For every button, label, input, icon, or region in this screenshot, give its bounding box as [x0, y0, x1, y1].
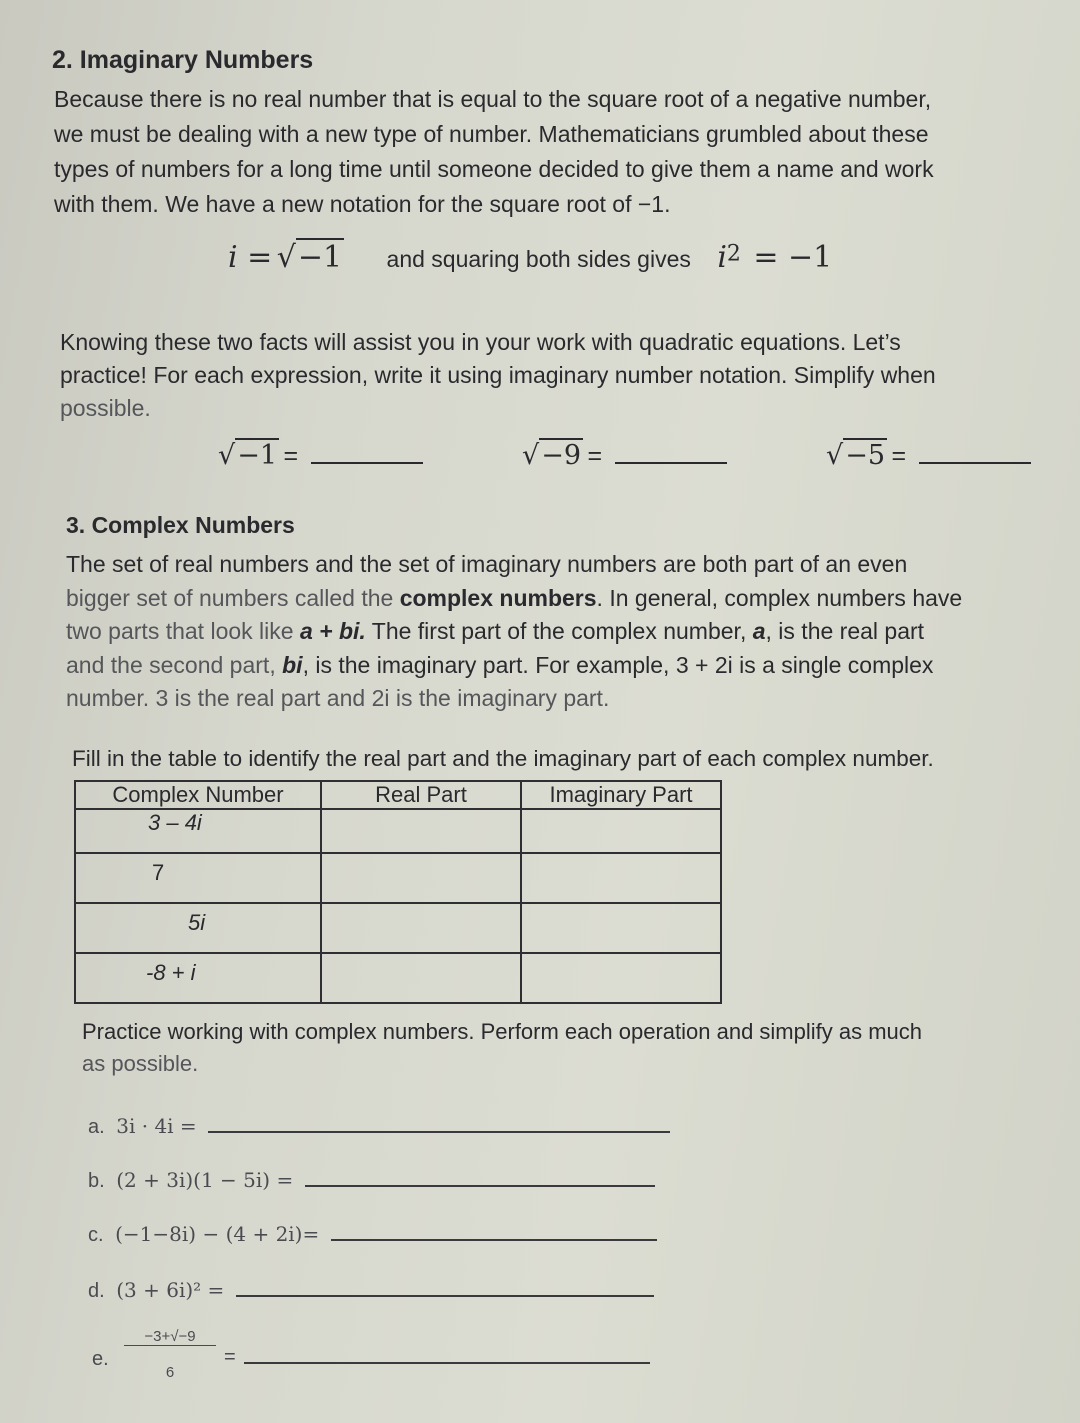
paragraph-line: Because there is no real number that is equal to the square root of a negative number,: [54, 86, 932, 112]
section-3-paragraph: [66, 548, 962, 716]
paragraph-line: The set of real numbers and the set of imaginary numbers are both part of an even: [66, 551, 908, 577]
complex-number-cell: 7: [75, 853, 321, 903]
paragraph-line: we must be dealing with a new type of number. Mathematicians grumbled about these: [54, 121, 929, 147]
complex-number-cell: 5i: [75, 903, 321, 953]
table-row: [75, 953, 721, 1003]
eq-mid-text: and squaring both sides gives: [386, 246, 691, 272]
exercise-sqrt-neg9: √−9 =: [522, 438, 727, 471]
imaginary-part-cell[interactable]: [521, 953, 721, 1003]
real-part-cell[interactable]: [321, 853, 521, 903]
eq-right-exponent: 2: [726, 241, 741, 267]
real-part-cell[interactable]: [321, 903, 521, 953]
table-row: [75, 809, 721, 853]
problem-d: d. (3 + 6i)² =: [88, 1278, 654, 1303]
problem-a: a. 3i · 4i =: [88, 1114, 670, 1139]
real-part-cell[interactable]: [321, 809, 521, 853]
complex-table: [74, 780, 722, 1004]
eq-right-base: i: [717, 240, 727, 275]
real-part-cell[interactable]: [321, 953, 521, 1003]
table-header-row: [75, 781, 721, 809]
table-row: [75, 903, 721, 953]
answer-blank[interactable]: [311, 462, 423, 464]
section-2-paragraph-2: [60, 326, 936, 425]
paragraph-line: as possible.: [82, 1051, 199, 1076]
answer-blank[interactable]: [615, 462, 727, 464]
complex-number-cell: -8 + i: [75, 953, 321, 1003]
problem-b: b. (2 + 3i)(1 − 5i) =: [88, 1168, 655, 1193]
answer-line[interactable]: [236, 1295, 654, 1297]
exercise-sqrt-neg5: √−5 =: [826, 438, 1031, 471]
answer-line[interactable]: [244, 1362, 650, 1364]
header-complex-number: Complex Number: [75, 781, 321, 809]
complex-number-cell: 3 – 4i: [75, 809, 321, 853]
eq-right-rest: = −1: [753, 240, 833, 275]
practice-instruction: [82, 1016, 922, 1080]
header-real-part: Real Part: [321, 781, 521, 809]
paragraph-line: possible.: [60, 395, 151, 421]
table-row: [75, 853, 721, 903]
complex-numbers-term: complex numbers: [399, 584, 597, 611]
answer-blank[interactable]: [919, 462, 1031, 464]
paragraph-line: bigger set of numbers called the complex numbers. In general, complex numbers have: [66, 584, 963, 611]
imaginary-part-cell[interactable]: [521, 903, 721, 953]
paragraph-line: and the second part, bi, is the imaginary part. For example, 3 + 2i is a single complex: [66, 651, 934, 678]
answer-line[interactable]: [305, 1185, 655, 1187]
imaginary-definition: [228, 238, 948, 286]
paragraph-line: Knowing these two facts will assist you in your work with quadratic equations. Let’s: [60, 329, 901, 355]
problem-c: c. (−1−8i) − (4 + 2i)=: [88, 1222, 657, 1247]
imaginary-part-cell[interactable]: [521, 809, 721, 853]
paragraph-line: number. 3 is the real part and 2i is the imaginary part.: [66, 685, 610, 711]
paragraph-line: practice! For each expression, write it using imaginary number notation. Simplify when: [60, 362, 936, 388]
problem-e: e. −3+√−9 6 =: [92, 1328, 672, 1388]
answer-line[interactable]: [331, 1239, 657, 1241]
section-2-title: 2. Imaginary Numbers: [52, 46, 314, 74]
section-3-title: 3. Complex Numbers: [66, 512, 295, 538]
table-instruction: Fill in the table to identify the real part and the imaginary part of each complex number.: [72, 746, 934, 771]
paragraph-line: two parts that look like a + bi. The first part of the complex number, a, is the real part: [66, 618, 925, 644]
imaginary-part-cell[interactable]: [521, 853, 721, 903]
paragraph-line: Practice working with complex numbers. Perform each operation and simplify as much: [82, 1019, 923, 1044]
eq-left: i =: [228, 240, 273, 275]
section-2-paragraph: [54, 82, 934, 222]
fraction-numerator: −3+√−9: [124, 1328, 216, 1346]
exercise-sqrt-neg1: √−1 =: [218, 438, 423, 471]
header-imaginary-part: Imaginary Part: [521, 781, 721, 809]
paragraph-line: with them. We have a new notation for the square root of −1.: [54, 191, 671, 217]
sqrt-expression: √−1: [276, 240, 343, 275]
answer-line[interactable]: [208, 1131, 670, 1133]
paragraph-line: types of numbers for a long time until someone decided to give them a name and work: [54, 156, 934, 182]
fraction-denominator: 6: [165, 1364, 175, 1381]
